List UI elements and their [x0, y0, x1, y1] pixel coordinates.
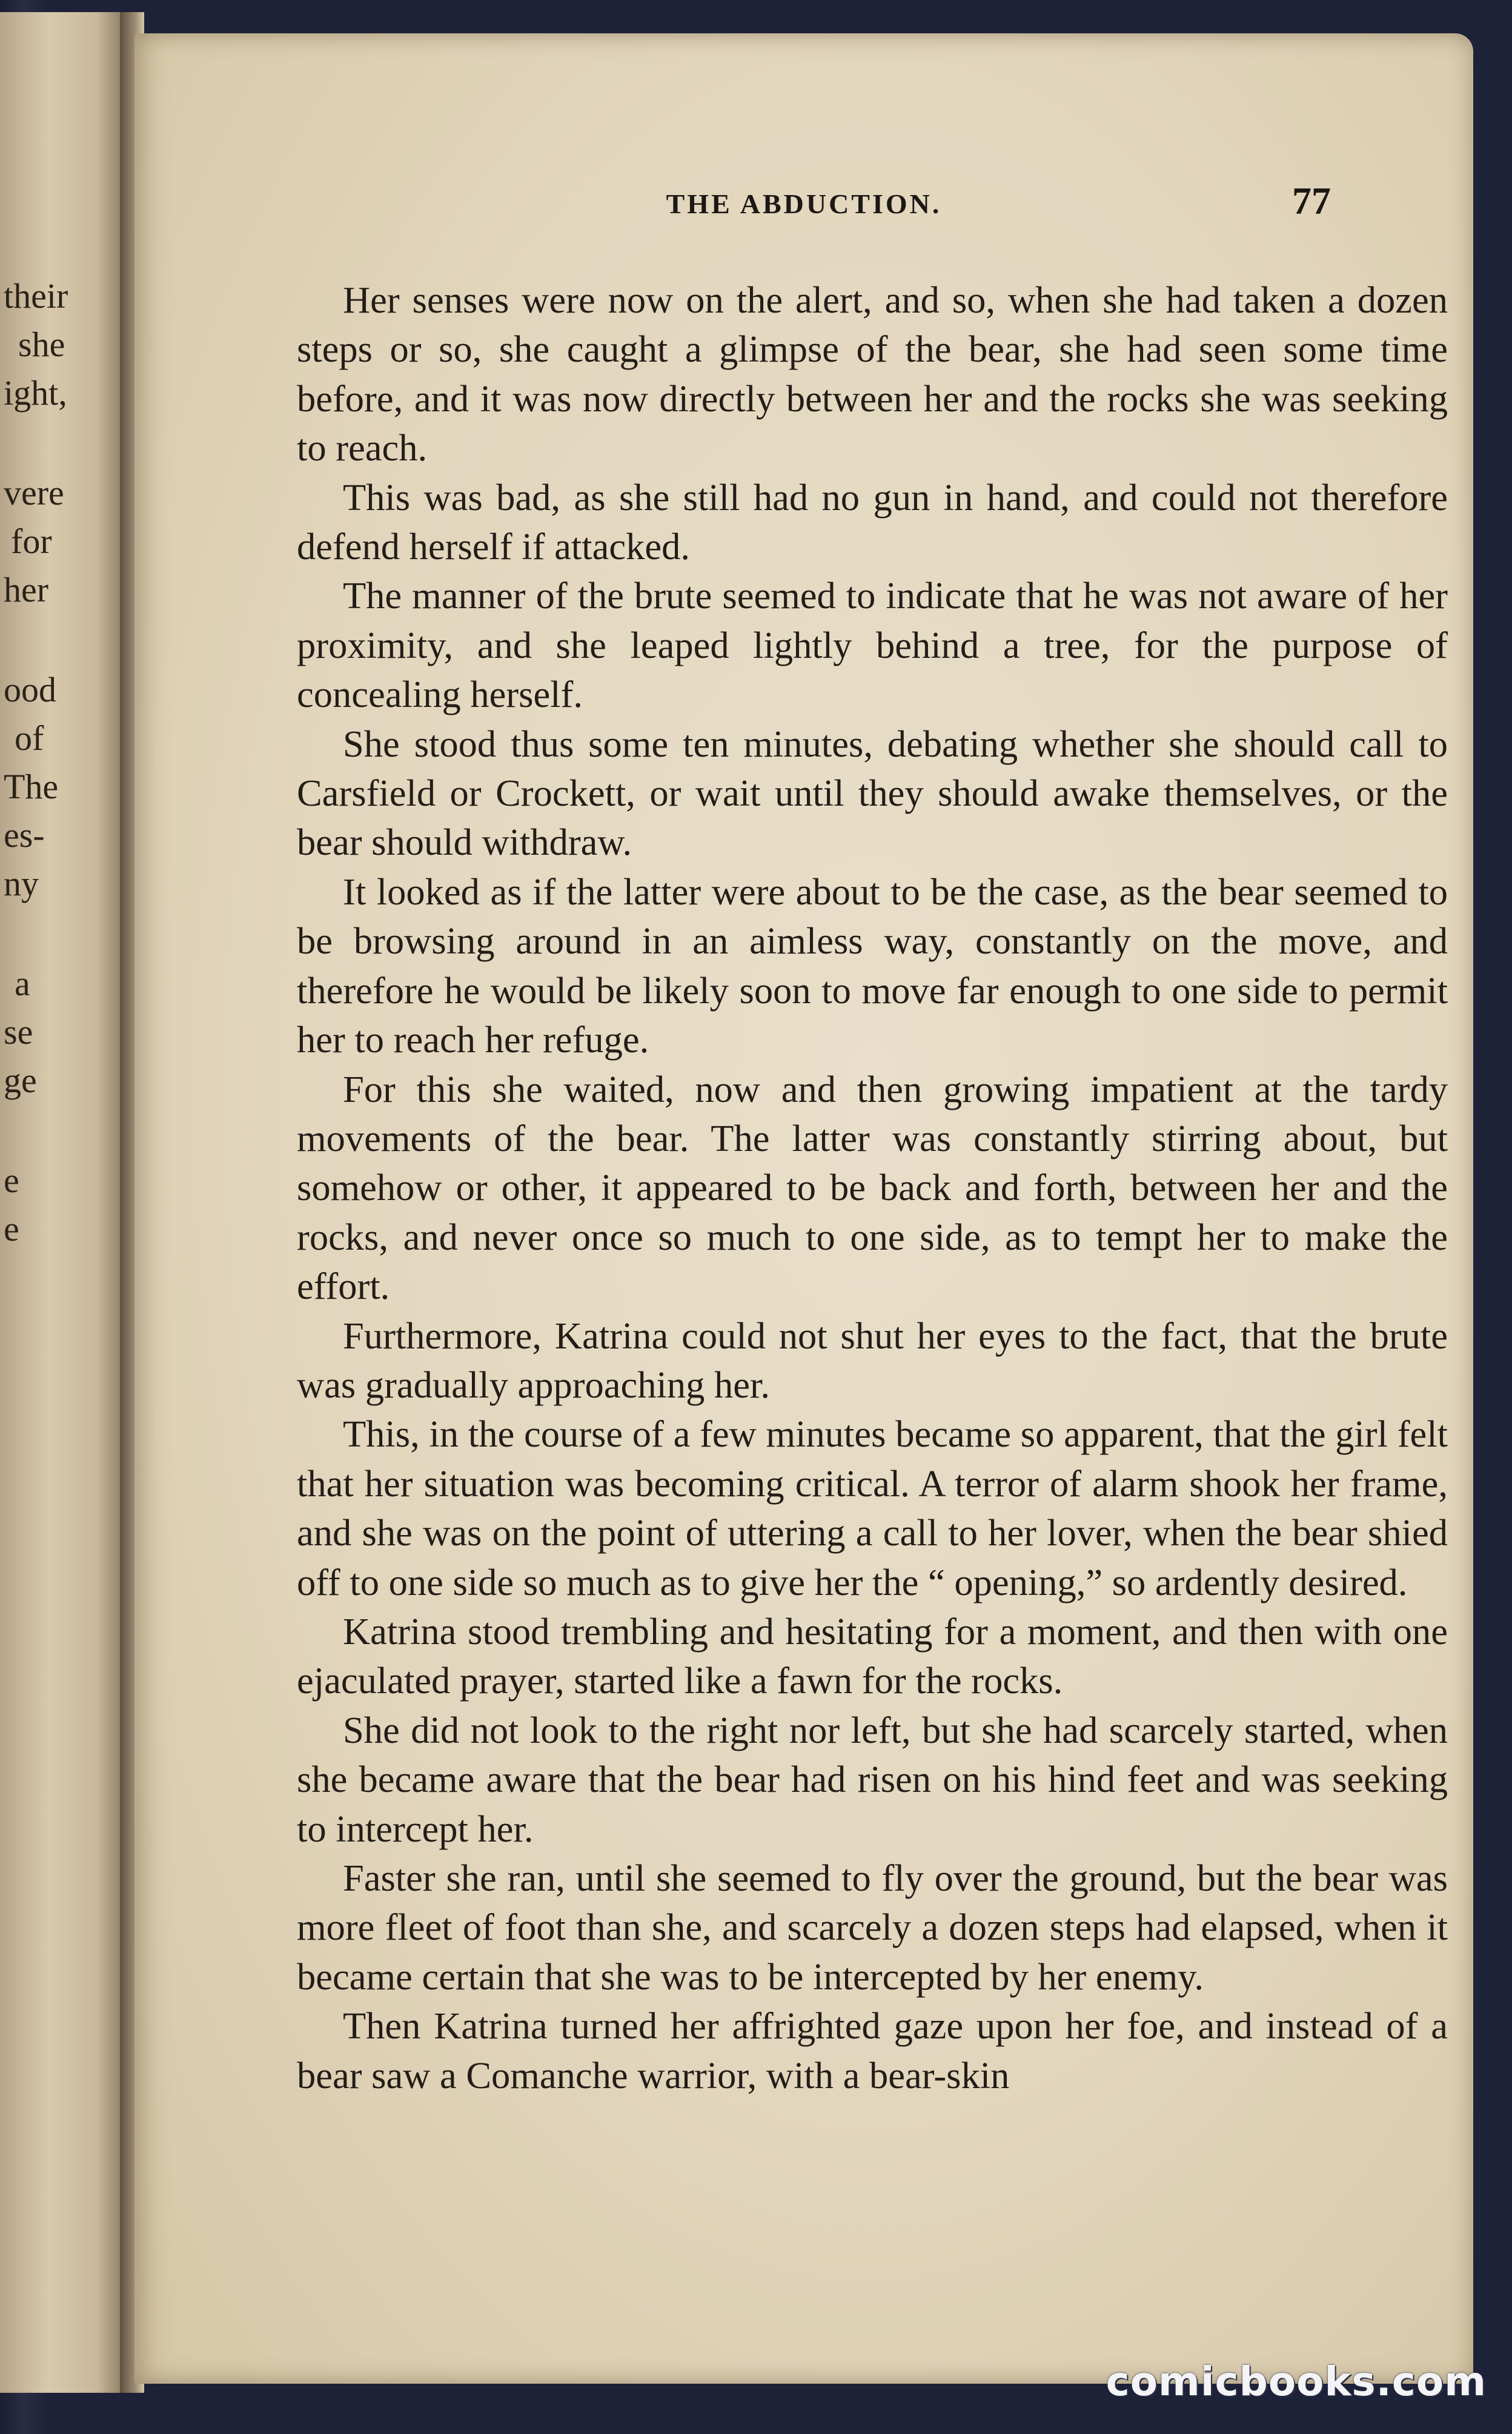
paragraph: Katrina stood trembling and hesitating for a moment, and then with one ejaculated prayer, started like a fawn for the rocks. [297, 1610, 1448, 1702]
paragraph: This was bad, as she still had no gun in hand, and could not therefore defend herself if attacked. [297, 476, 1448, 568]
left-page-fragment: of [15, 718, 44, 758]
left-page-fragment: ge [4, 1061, 37, 1100]
paragraph: The manner of the brute seemed to indicate that he was not aware of her proximity, and she leaped lightly behind a tree, for the purpose of concealing herself. [297, 574, 1448, 716]
left-page-fragment: her [4, 570, 49, 609]
left-page-fragment: a [15, 964, 30, 1003]
left-page-fragment: vere [4, 473, 64, 512]
paragraph: This, in the course of a few minutes became so apparent, that the girl felt that her situation was becoming critical. A terror of alarm shook her frame, and she was on the point of uttering a call to her lover, when the bear shied off to one side so much as to give her the “ opening,” so ardently desired. [297, 1413, 1448, 1603]
left-page-fragment: se [4, 1012, 33, 1052]
paragraph: She stood thus some ten minutes, debating whether she should call to Carsfield or Crockett, or wait until they should awake themselves, or the bear should withdraw. [297, 722, 1448, 864]
left-page-fragment: ny [4, 864, 39, 903]
left-page-fragment: their [4, 276, 68, 316]
paragraph: Then Katrina turned her affrighted gaze upon her foe, and instead of a bear saw a Comanche warrior, with a bear-skin [297, 2005, 1448, 2097]
left-page-fragment: es- [4, 815, 45, 855]
left-page-fragment: ood [4, 670, 56, 709]
left-page-fragment: The [4, 767, 59, 806]
book-page [134, 33, 1473, 2384]
body-text [297, 276, 1448, 2100]
left-page-fragment: she [18, 325, 65, 364]
left-page-fragment: for [11, 522, 52, 561]
left-page-fragment: e [4, 1161, 19, 1200]
left-page-fragment: ight, [4, 373, 67, 413]
paragraph: Furthermore, Katrina could not shut her eyes to the fact, that the brute was gradually approaching her. [297, 1314, 1448, 1406]
paragraph: Her senses were now on the alert, and so, when she had taken a dozen steps or so, she caught a glimpse of the bear, she had seen some time before, and it was now directly between her and the rocks she was seeking to reach. [297, 279, 1448, 469]
left-page-edge [0, 12, 127, 2393]
paragraph: It looked as if the latter were about to be the case, as the bear seemed to be browsing around in an aimless way, constantly on the move, and therefore he would be likely soon to move far enough to one side to permit her to reach her refuge. [297, 870, 1448, 1061]
page-number: 77 [1292, 179, 1331, 222]
watermark: comicbooks.com [1106, 2358, 1487, 2405]
paragraph: Faster she ran, until she seemed to fly over the ground, but the bear was more fleet of foot than she, and scarcely a dozen steps had elapsed, when it became certain that she was to be intercepted by her enemy. [297, 1857, 1448, 1998]
running-head: THE ABDUCTION. [666, 188, 942, 219]
left-page-fragment: e [4, 1209, 19, 1249]
paragraph: For this she waited, now and then growing impatient at the tardy movements of the bear. The latter was constantly stirring about, but somehow or other, it appeared to be back and forth, between her and the rocks, and never once so much to one side, as to tempt her to make the effort. [297, 1067, 1448, 1308]
paragraph: She did not look to the right nor left, but she had scarcely started, when she became aware that the bear had risen on his hind feet and was seeking to intercept her. [297, 1708, 1448, 1850]
